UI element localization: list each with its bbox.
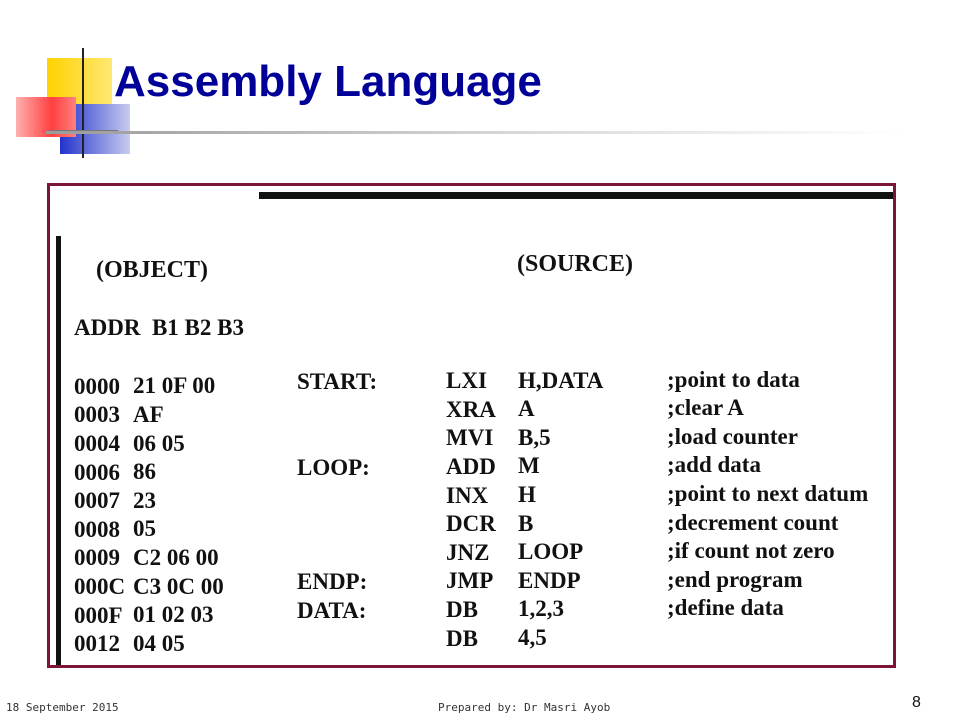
row-bytes: AF (133, 402, 164, 427)
row-address: 000F (74, 602, 123, 628)
row-bytes: 21 0F 00 (133, 373, 216, 399)
row-label: LOOP: (297, 455, 370, 481)
row-mnemonic: JNZ (446, 539, 490, 565)
row-address: 0006 (74, 459, 120, 485)
row-mnemonic: DB (446, 625, 478, 651)
row-operand: H,DATA (518, 367, 604, 393)
row-operand: B,5 (518, 424, 551, 450)
row-bytes: C3 0C 00 (133, 573, 224, 599)
assembly-listing-image (47, 183, 896, 668)
row-label: ENDP: (297, 569, 368, 595)
row-operand: LOOP (518, 539, 584, 565)
row-address: 000C (74, 574, 126, 600)
row-comment: ;add data (667, 452, 761, 478)
row-mnemonic: JMP (446, 568, 494, 594)
row-operand: 1,2,3 (518, 596, 564, 622)
row-address: 0007 (74, 488, 120, 514)
row-comment: ;point to next datum (667, 481, 869, 506)
source-header: (SOURCE) (517, 251, 634, 277)
row-bytes: 06 05 (133, 430, 185, 456)
row-mnemonic: DB (446, 596, 478, 622)
object-header: (OBJECT) (96, 257, 209, 283)
row-address: 0012 (74, 631, 120, 657)
columns-header: ADDR B1 B2 B3 (74, 315, 244, 340)
row-label: DATA: (297, 598, 367, 624)
row-address: 0003 (74, 402, 120, 428)
row-mnemonic: INX (446, 482, 489, 508)
row-mnemonic: MVI (446, 425, 494, 451)
row-mnemonic: ADD (446, 453, 496, 479)
row-address: 0008 (74, 516, 120, 542)
row-mnemonic: XRA (446, 396, 496, 422)
row-operand: 4,5 (518, 625, 547, 651)
row-address: 0009 (74, 545, 120, 571)
row-operand: B (518, 510, 534, 536)
row-operand: M (518, 453, 540, 479)
page-number: 8 (912, 694, 921, 711)
row-bytes: 01 02 03 (133, 602, 214, 628)
row-comment: ;load counter (667, 423, 798, 449)
row-operand: A (518, 396, 535, 422)
slide-title: Assembly Language (114, 57, 542, 106)
row-operand: ENDP (518, 567, 581, 593)
row-comment: ;if count not zero (667, 538, 835, 564)
assembly-listing (50, 186, 893, 665)
row-bytes: 04 05 (133, 630, 185, 656)
row-address: 0000 (74, 373, 120, 399)
footer-author: Prepared by: Dr Masri Ayob (438, 701, 611, 714)
row-bytes: 86 (133, 459, 156, 485)
row-label: START: (297, 369, 378, 395)
row-bytes: C2 06 00 (133, 545, 219, 570)
row-bytes: 23 (133, 487, 156, 513)
row-mnemonic: DCR (446, 511, 496, 537)
row-comment: ;decrement count (667, 509, 839, 535)
footer-date: 18 September 2015 (6, 701, 119, 714)
row-mnemonic: LXI (446, 368, 487, 394)
title-underline (46, 131, 906, 134)
row-comment: ;point to data (667, 366, 800, 392)
row-comment: ;clear A (667, 395, 744, 421)
row-bytes: 05 (133, 516, 156, 542)
row-comment: ;define data (667, 595, 784, 621)
row-operand: H (518, 482, 536, 508)
row-address: 0004 (74, 431, 120, 457)
row-comment: ;end program (667, 566, 803, 592)
